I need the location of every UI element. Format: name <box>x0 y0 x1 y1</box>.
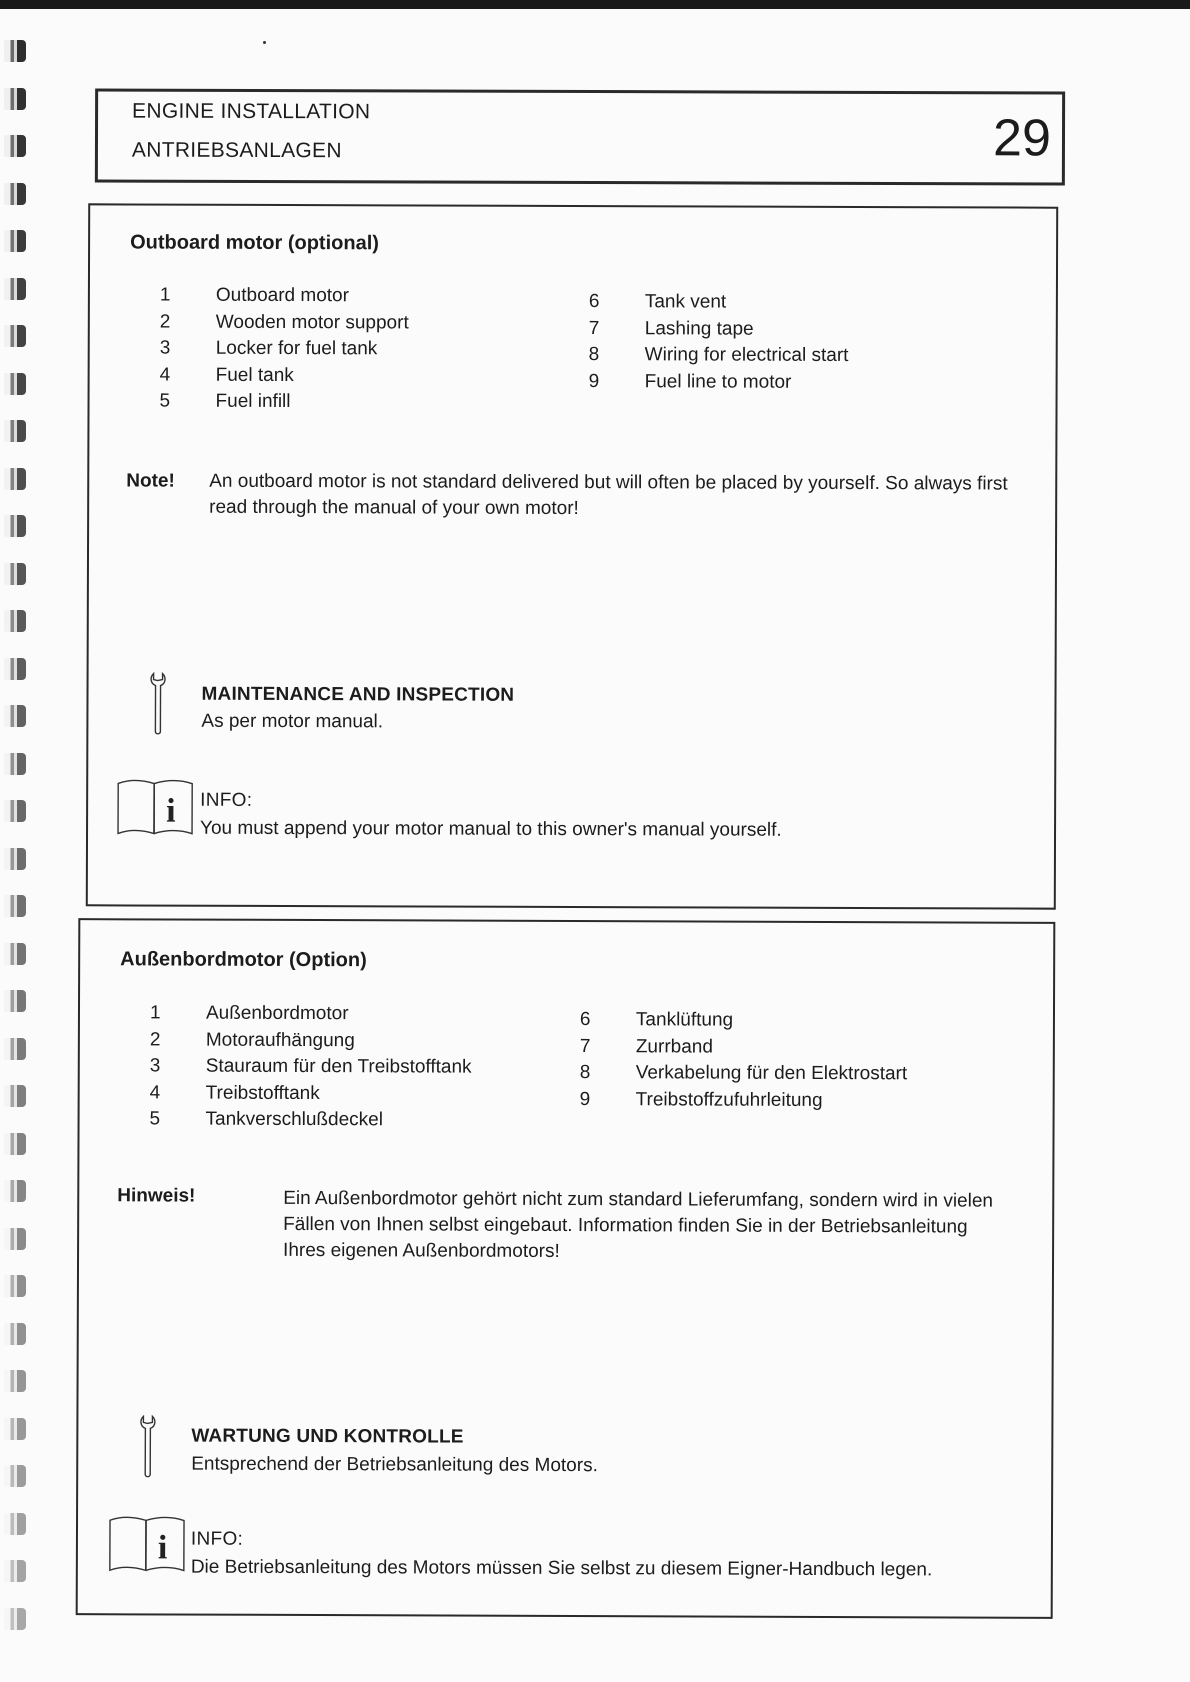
binding-ring <box>4 325 26 347</box>
item-number: 7 <box>588 317 600 339</box>
item-label: Fuel infill <box>215 391 291 413</box>
binding-ring <box>4 753 26 775</box>
item-number: 2 <box>149 1029 161 1051</box>
item-number: 5 <box>159 390 171 412</box>
item-number: 9 <box>579 1088 591 1110</box>
item-label: Wiring for electrical start <box>644 344 849 367</box>
binding-ring <box>4 990 26 1012</box>
section-english <box>86 203 1058 909</box>
binding-ring <box>4 848 26 870</box>
item-number: 2 <box>159 311 171 333</box>
list-item <box>129 388 408 415</box>
item-label: Fuel tank <box>215 364 294 386</box>
item-number: 3 <box>159 337 171 359</box>
list-item <box>130 309 409 336</box>
binding-ring <box>4 135 26 157</box>
binding-ring <box>4 1228 26 1250</box>
binding-ring <box>4 705 26 727</box>
binding-ring <box>4 1418 26 1440</box>
list-item <box>550 1086 908 1114</box>
binding-ring <box>4 468 26 490</box>
binding-ring <box>4 563 26 585</box>
svg-text:i: i <box>166 792 176 830</box>
svg-text:i: i <box>157 1529 168 1567</box>
item-number: 6 <box>579 1009 591 1031</box>
binding-ring <box>4 658 26 680</box>
binding-ring <box>4 1275 26 1297</box>
binding-ring <box>4 1513 26 1535</box>
binding-ring <box>4 1133 26 1155</box>
binding-ring <box>4 610 26 632</box>
binding-ring <box>4 1085 26 1107</box>
binding-ring <box>4 1180 26 1202</box>
binding-ring <box>4 800 26 822</box>
item-label: Tankverschlußdeckel <box>205 1108 384 1131</box>
binding-ring <box>4 1608 26 1630</box>
list-item <box>559 368 849 396</box>
binding-ring <box>4 943 26 965</box>
note-label: Note! <box>126 470 175 492</box>
header-title-english: ENGINE INSTALLATION <box>132 99 371 124</box>
binding-ring <box>4 278 26 300</box>
note-text: An outboard motor is not standard delivered but will often be placed by yourself. So always first read through the manual of your own motor! <box>209 470 1008 520</box>
item-label: Outboard motor <box>215 285 350 307</box>
section-title: Außenbordmotor (Option) <box>120 948 367 972</box>
item-number: 9 <box>588 370 600 392</box>
page-number: 29 <box>992 109 1052 168</box>
scan-top-edge <box>0 0 1190 9</box>
item-label: Lashing tape <box>644 318 754 340</box>
list-item <box>559 342 849 370</box>
list-item <box>120 1106 472 1134</box>
binding-ring <box>4 230 26 252</box>
parts-list-right <box>550 1007 908 1114</box>
item-label: Treibstofftank <box>205 1082 320 1104</box>
maintenance-title: WARTUNG UND KONTROLLE <box>191 1425 464 1448</box>
wrench-icon <box>133 1410 167 1480</box>
spiral-binding <box>0 40 30 1660</box>
binding-ring <box>4 40 26 62</box>
binding-ring <box>4 373 26 395</box>
info-text: You must append your motor manual to this owner's manual yourself. <box>200 817 782 841</box>
binding-ring <box>4 515 26 537</box>
item-number: 1 <box>149 1002 161 1024</box>
binding-ring <box>4 1370 26 1392</box>
item-number: 1 <box>159 284 171 306</box>
info-title: INFO: <box>200 789 253 811</box>
item-label: Zurrband <box>635 1036 714 1058</box>
item-label: Tank vent <box>644 291 727 313</box>
item-number: 3 <box>149 1055 161 1077</box>
item-number: 8 <box>579 1062 591 1084</box>
scan-speck <box>263 41 266 44</box>
item-number: 4 <box>149 1082 161 1104</box>
list-item <box>120 1053 472 1081</box>
info-book-icon <box>114 773 198 839</box>
list-item <box>550 1060 908 1088</box>
list-item <box>130 362 409 389</box>
item-label: Treibstoffzufuhrleitung <box>635 1089 823 1111</box>
list-item <box>120 1000 472 1028</box>
list-item <box>550 1007 908 1035</box>
info-book-icon <box>106 1510 190 1576</box>
section-title: Outboard motor (optional) <box>130 231 379 255</box>
maintenance-text: Entsprechend der Betriebsanleitung des Motors. <box>191 1453 598 1477</box>
wrench-icon <box>143 668 177 738</box>
binding-ring <box>4 420 26 442</box>
item-label: Außenbordmotor <box>205 1002 349 1025</box>
list-item <box>130 282 409 309</box>
item-label: Stauraum für den Treibstofftank <box>205 1055 472 1078</box>
section-german <box>76 918 1056 1619</box>
header-box <box>95 88 1065 185</box>
item-number: 8 <box>588 344 600 366</box>
binding-ring <box>4 1323 26 1345</box>
list-item <box>559 315 849 343</box>
binding-ring <box>4 1560 26 1582</box>
list-item <box>120 1027 472 1055</box>
item-number: 7 <box>579 1035 591 1057</box>
parts-list-left <box>120 1000 472 1134</box>
list-item <box>550 1033 908 1061</box>
item-number: 5 <box>149 1108 161 1130</box>
binding-ring <box>4 1038 26 1060</box>
info-title: INFO: <box>190 1528 244 1550</box>
header-title-german: ANTRIEBSANLAGEN <box>131 138 342 163</box>
item-label: Motoraufhängung <box>205 1029 355 1051</box>
list-item <box>120 1080 472 1108</box>
item-label: Tanklüftung <box>635 1009 734 1031</box>
binding-ring <box>4 88 26 110</box>
binding-ring <box>4 183 26 205</box>
note-text: Ein Außenbordmotor gehört nicht zum standard Lieferumfang, sondern wird in vielen Fällen von Ihnen selbst eingebaut. Information finden Sie in der Betriebsanleitung Ihres eigenen Außenbordmotors! <box>283 1187 994 1262</box>
item-number: 6 <box>588 291 600 313</box>
maintenance-text: As per motor manual. <box>201 710 384 733</box>
binding-ring <box>4 895 26 917</box>
list-item <box>559 289 849 317</box>
item-label: Verkabelung für den Elektrostart <box>635 1062 908 1085</box>
maintenance-title: MAINTENANCE AND INSPECTION <box>201 683 515 706</box>
item-label: Wooden motor support <box>215 311 409 334</box>
info-text: Die Betriebsanleitung des Motors müssen Sie selbst zu diesem Eigner-Handbuch legen. <box>190 1556 933 1581</box>
binding-ring <box>4 1465 26 1487</box>
note-label: Hinweis! <box>117 1185 196 1207</box>
list-item <box>130 335 409 362</box>
item-label: Fuel line to motor <box>644 371 792 393</box>
item-label: Locker for fuel tank <box>215 338 378 360</box>
parts-list-right <box>559 289 849 396</box>
parts-list-left <box>129 282 408 415</box>
item-number: 4 <box>159 364 171 386</box>
